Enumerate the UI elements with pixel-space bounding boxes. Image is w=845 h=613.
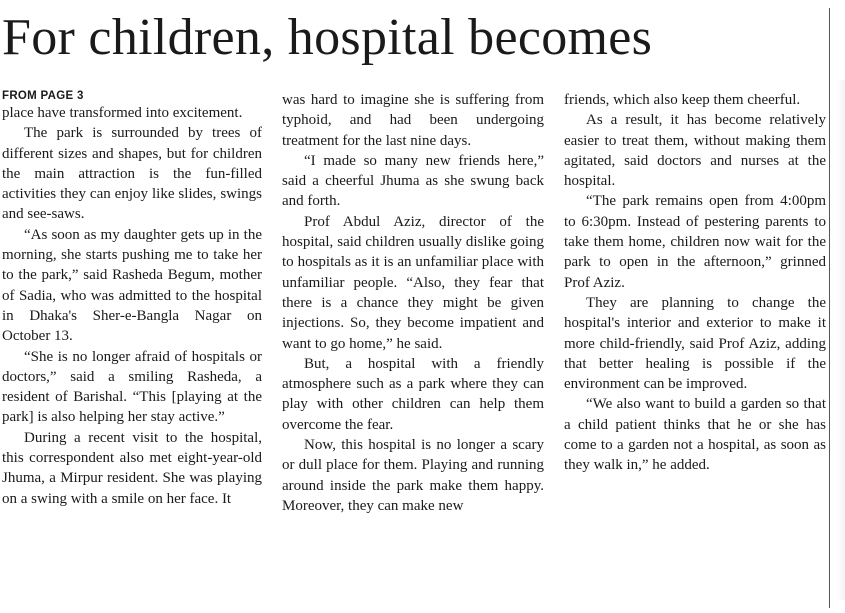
paragraph: place have transformed into excitement. bbox=[2, 105, 243, 121]
paragraph: friends, which also keep them cheerful. bbox=[564, 92, 801, 108]
paragraph: Prof Abdul Aziz, director of the hospital, said children usually dislike going to hospitals as it is an unfamiliar place with unfamiliar people. “Also, they fear that there is a chance they might be given injections. So, they become impatient and want to go home,” he said. bbox=[282, 213, 544, 352]
column-rule bbox=[829, 8, 830, 608]
paragraph: But, a hospital with a friendly atmosphere such as a park where they can play with other children can help them overcome the fear. bbox=[282, 355, 544, 433]
continued-from-label: FROM PAGE 3 bbox=[2, 90, 84, 102]
paragraph: “I made so many new friends here,” said a cheerful Jhuma as she swung back and forth. bbox=[282, 152, 544, 210]
paragraph: was hard to imagine she is suffering from typhoid, and had been undergoing treatment for the last nine days. bbox=[282, 92, 544, 149]
paragraph: “The park remains open from 4:00pm to 6:30pm. Instead of pestering parents to take them home, children now wait for the park to open in the afternoon,” grinned Prof Aziz. bbox=[564, 193, 826, 291]
paragraph: They are planning to change the hospital's interior and exterior to make it more child-friendly, said Prof Aziz, adding that better healing is possible if the environment can be improved. bbox=[564, 294, 826, 393]
article-column-2 bbox=[282, 90, 544, 605]
paragraph: “She is no longer afraid of hospitals or doctors,” said a smiling Rasheda, a resident of Barishal. “This [playing at the park] is also helping her stay active.” bbox=[2, 348, 262, 426]
article-column-3 bbox=[564, 90, 826, 605]
article-column-1 bbox=[2, 90, 262, 605]
article-headline: For children, hospital becomes bbox=[2, 9, 653, 66]
paragraph: Now, this hospital is no longer a scary or dull place for them. Playing and running around inside the park make them happy. Moreover, they can make new bbox=[282, 437, 544, 514]
paragraph: The park is surrounded by trees of different sizes and shapes, but for children the main attraction is the fun-filled activities they can enjoy like slides, swings and see-saws. bbox=[2, 125, 262, 223]
paragraph: During a recent visit to the hospital, this correspondent also met eight-year-old Jhuma, a Mirpur resident. She was playing on a swing with a smile on her face. It bbox=[2, 429, 262, 507]
paragraph: As a result, it has become relatively easier to treat them, without making them agitated, said doctors and nurses at the hospital. bbox=[564, 112, 826, 190]
paragraph: “As soon as my daughter gets up in the morning, she starts pushing me to take her to the park,” said Rasheda Begum, mother of Sadia, who was admitted to the hospital in Dhaka's Sher-e-Bangla Nagar on October 13. bbox=[2, 226, 262, 345]
paragraph: “We also want to build a garden so that a child patient thinks that he or she has come to a garden not a hospital, as soon as they walk in,” he added. bbox=[564, 396, 826, 474]
adjacent-page-edge bbox=[836, 80, 845, 600]
